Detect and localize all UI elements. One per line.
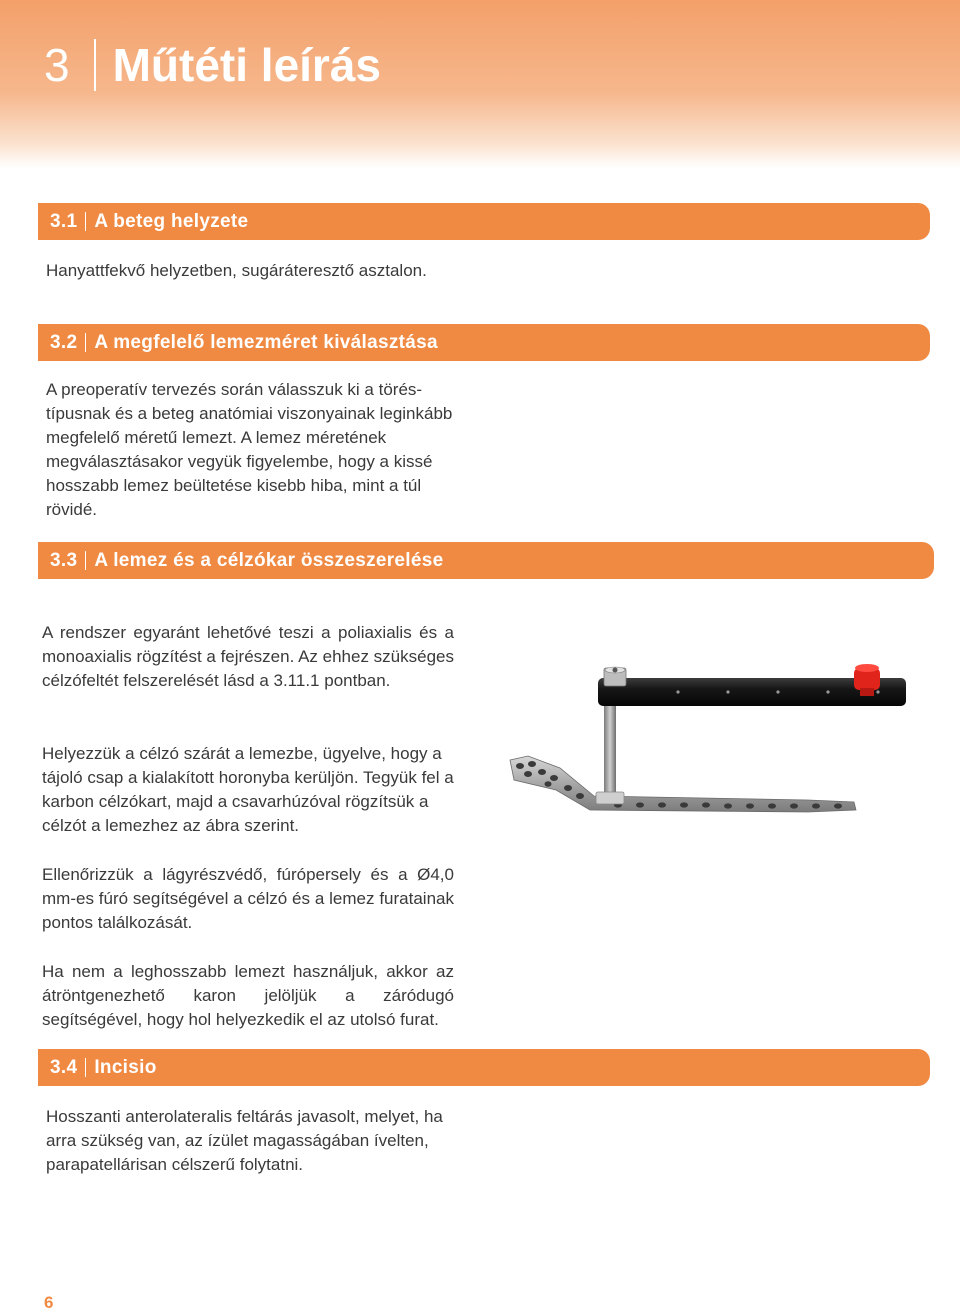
- chapter-divider: [94, 39, 96, 91]
- section-divider: [85, 551, 86, 570]
- locking-screw: [604, 667, 626, 686]
- section-title: Incisio: [94, 1056, 157, 1078]
- section-heading-3-2: [38, 324, 930, 361]
- section-heading-3-4: [38, 1049, 930, 1086]
- aiming-arm-plate-illustration: [508, 660, 928, 830]
- chapter-header: [0, 0, 960, 168]
- section-divider: [85, 212, 86, 231]
- aiming-rod: [596, 696, 624, 804]
- section-3-3-paragraph-4: Ha nem a leghosszabb lemezt használjuk, akkor az átröntgenezhető karon jelöljük a záródugó segítségével, hogy hol helyezkedik el az utolsó furat.: [42, 962, 454, 1029]
- section-divider: [85, 333, 86, 352]
- chapter-heading: [44, 36, 381, 94]
- section-number: 3.3: [50, 549, 78, 571]
- section-3-3-paragraph-2: Helyezzük a célzó szárát a lemezbe, ügyelve, hogy a tájoló csap a kialakított horonyba kerüljön. Tegyük fel a karbon célzókart, majd a csavarhúzóval rögzítsük a célzót a lemezhez az ábra szerint.: [42, 744, 454, 835]
- chapter-title: Műtéti leírás: [112, 39, 382, 91]
- section-heading-3-3: [38, 542, 934, 579]
- section-3-3-paragraph-1: A rendszer egyaránt lehetővé teszi a poliaxialis és a monoaxialis rögzítést a fejrészen. Az ehhez szükséges célzófeltét felszerelését lásd a 3.11.1 pontban.: [42, 623, 454, 690]
- page-number: 6: [44, 1293, 54, 1312]
- section-3-2-paragraph: A preoperatív tervezés során válasszuk ki a töréstípusnak és a beteg anatómiai viszonyainak leginkább megfelelő méretű lemezt. A lemez méretének megválasztásakor vegyük figyelembe, hogy a kissé hosszabb lemez beültetése kisebb hiba, mint a túl rövidé.: [46, 380, 453, 519]
- section-number: 3.1: [50, 210, 78, 232]
- chapter-number: 3: [44, 39, 70, 91]
- section-number: 3.2: [50, 331, 78, 353]
- section-3-1-paragraph: Hanyattfekvő helyzetben, sugáráteresztő asztalon.: [46, 261, 427, 280]
- section-3-4-paragraph: Hosszanti anterolateralis feltárás javasolt, melyet, ha arra szükség van, az ízület magasságában ívelten, parapatellárisan célszerű folytatni.: [46, 1107, 443, 1174]
- section-title: A megfelelő lemezméret kiválasztása: [94, 331, 438, 353]
- section-number: 3.4: [50, 1056, 78, 1078]
- section-3-3-paragraph-3: Ellenőrizzük a lágyrészvédő, fúrópersely és a Ø4,0 mm-es fúró segítségével a célzó és a lemez furatainak pontos találkozását.: [42, 865, 454, 932]
- section-title: A lemez és a célzókar összeszerelése: [94, 549, 444, 571]
- section-divider: [85, 1058, 86, 1077]
- section-heading-3-1: [38, 203, 930, 240]
- bone-plate: [510, 756, 856, 812]
- section-title: A beteg helyzete: [94, 210, 249, 232]
